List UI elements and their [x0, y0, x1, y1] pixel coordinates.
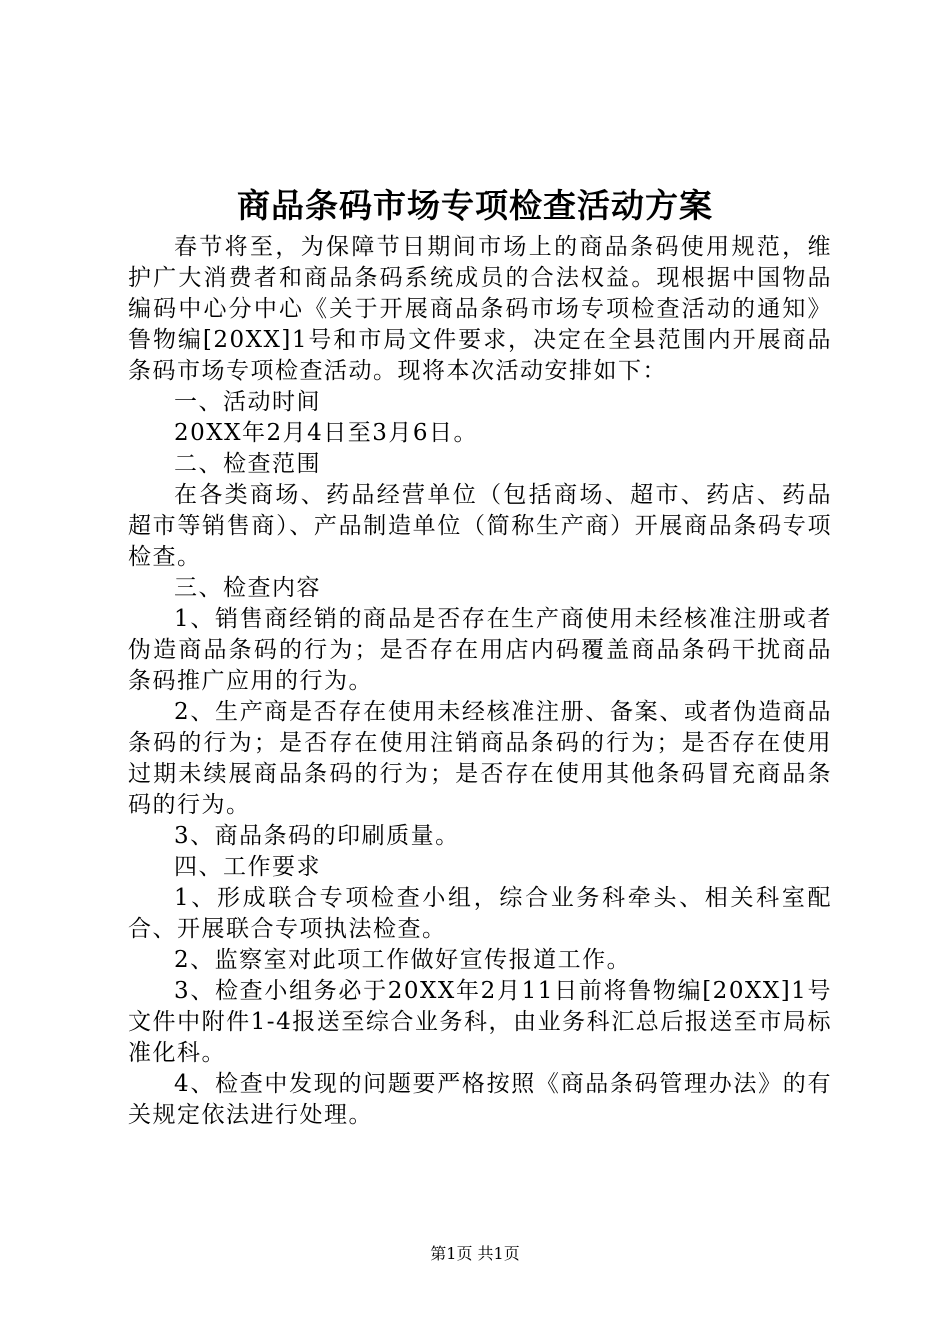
requirement-item-1: 1、形成联合专项检查小组，综合业务科牵头、相关科室配合、开展联合专项执法检查。: [128, 885, 832, 942]
requirement-item-2: 2、监察室对此项工作做好宣传报道工作。: [174, 947, 632, 973]
section-heading-scope: 二、检查范围: [174, 451, 321, 477]
scope-paragraph: 在各类商场、药品经营单位（包括商场、超市、药店、药品超市等销售商）、产品制造单位（简称生产商）开展商品条码专项检查。: [128, 482, 832, 570]
document-title: 商品条码市场专项检查活动方案: [237, 186, 713, 225]
requirement-item-3: 3、检查小组务必于20XX年2月11日前将鲁物编[20XX]1号文件中附件1-4报送至综合业务科，由业务科汇总后报送至市局标准化科。: [128, 978, 832, 1066]
requirement-item-4: 4、检查中发现的问题要严格按照《商品条码管理办法》的有关规定依法进行处理。: [128, 1071, 832, 1128]
section-heading-time: 一、活动时间: [174, 389, 321, 415]
time-paragraph: 20XX年2月4日至3月6日。: [174, 420, 479, 446]
intro-paragraph: 春节将至，为保障节日期间市场上的商品条码使用规范，维护广大消费者和商品条码系统成员的合法权益。现根据中国物品编码中心分中心《关于开展商品条码市场专项检查活动的通知》鲁物编[20XX]1号和市局文件要求，决定在全县范围内开展商品条码市场专项检查活动。现将本次活动安排如下：: [128, 234, 832, 384]
content-item-1: 1、销售商经销的商品是否存在生产商使用未经核准注册或者伪造商品条码的行为；是否存在用店内码覆盖商品条码干扰商品条码推广应用的行为。: [128, 606, 832, 694]
page-footer: 第1页 共1页: [430, 1244, 520, 1263]
section-heading-requirements: 四、工作要求: [174, 854, 321, 880]
content-item-2: 2、生产商是否存在使用未经核准注册、备案、或者伪造商品条码的行为；是否存在使用注销商品条码的行为；是否存在使用过期未续展商品条码的行为；是否存在使用其他条码冒充商品条码的行为。: [128, 699, 832, 818]
section-heading-content: 三、检查内容: [174, 575, 321, 601]
document-body: [128, 232, 832, 1131]
content-item-3: 3、商品条码的印刷质量。: [174, 823, 460, 849]
